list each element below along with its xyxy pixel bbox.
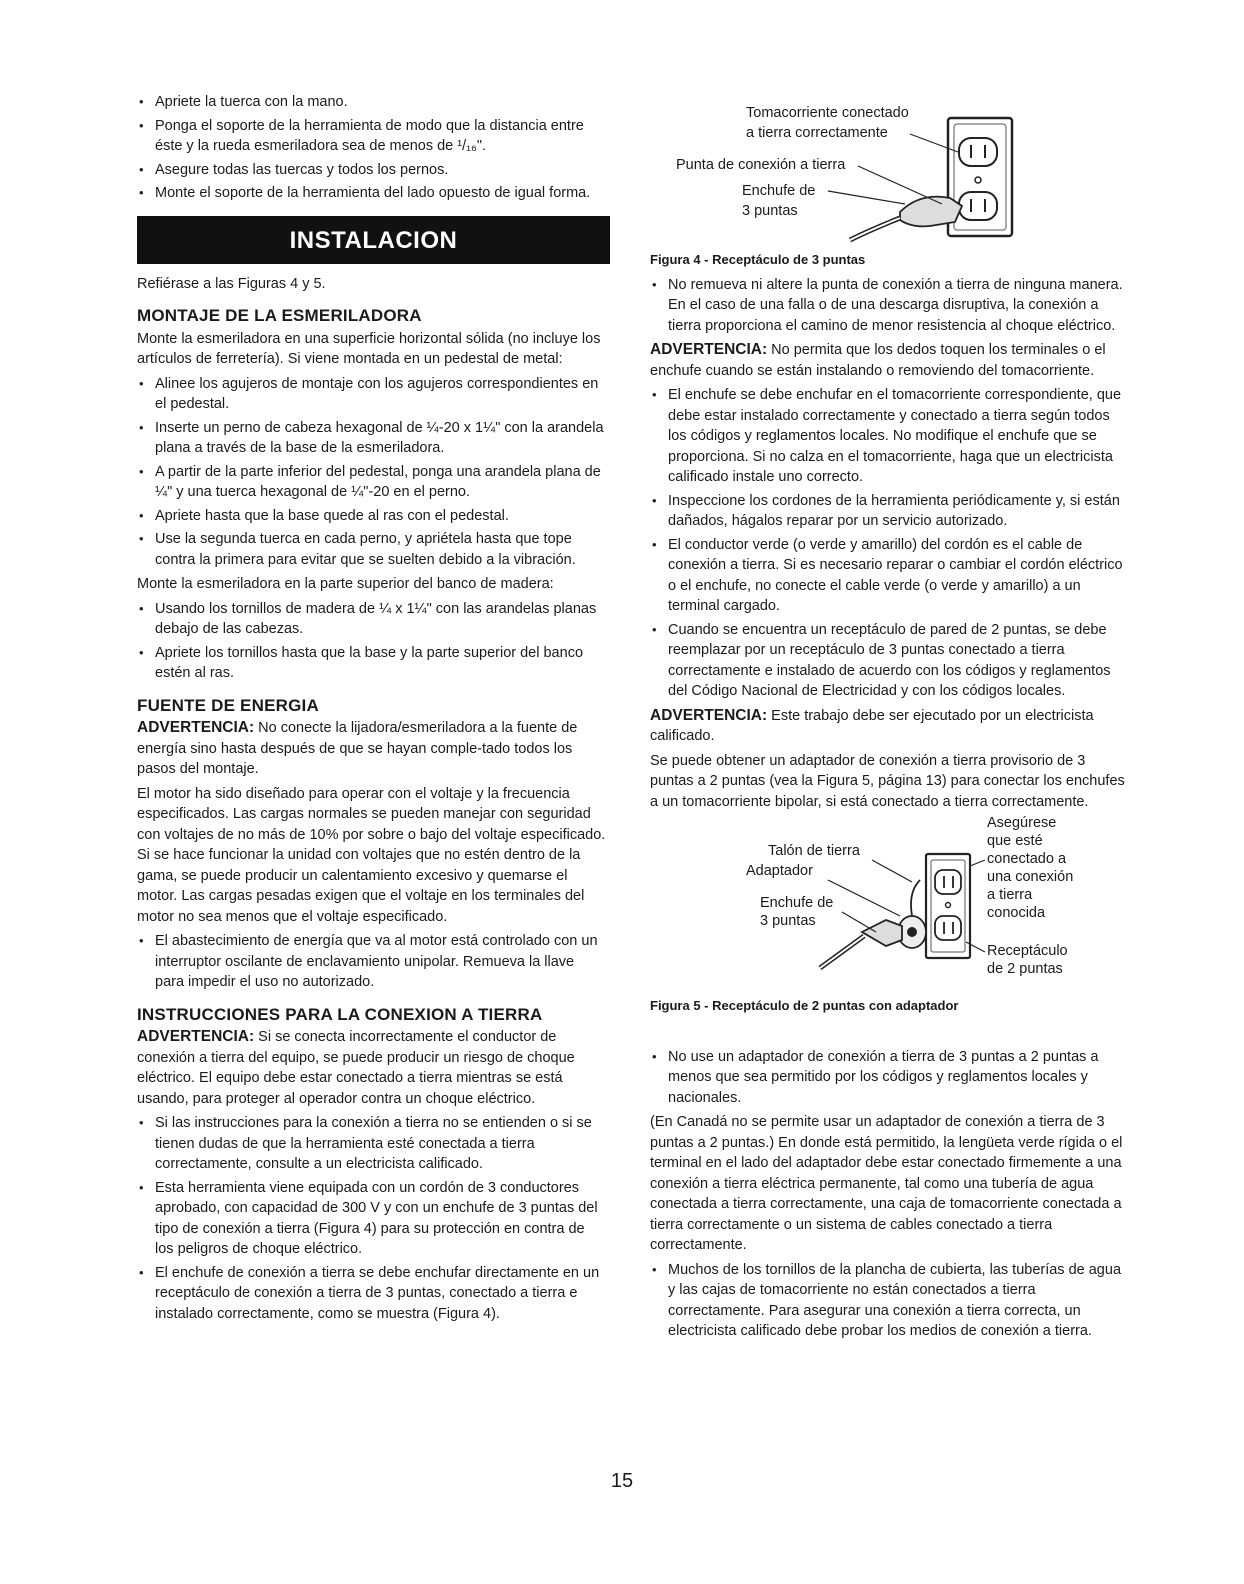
figure-5-caption: Figura 5 - Receptáculo de 2 puntas con adaptador	[650, 998, 959, 1013]
fig5-label-ensure-4: una conexión	[987, 869, 1074, 885]
right-column	[650, 80, 1125, 1346]
fig5-label-plug-2: 3 puntas	[760, 913, 816, 929]
list-item: • Alinee los agujeros de montaje con los agujeros correspondientes en el pedestal.	[137, 374, 607, 415]
list-item: • Si las instrucciones para la conexión a tierra no se entienden o si se tienen dudas de que la herramienta esté conectada a tierra correctamente, consulte a un electricista calificado.	[137, 1113, 607, 1175]
list-item: • Monte el soporte de la herramienta del lado opuesto de igual forma.	[137, 183, 607, 204]
list-item: • El enchufe se debe enchufar en el tomacorriente correspondiente, que debe estar instalado correctamente y conectado a tierra según todos los códigos y reglamentos locales. No modifique el enchufe que se proporciona. Si no calza en el tomacorriente, haga que un electricista calificado instale uno correcto.	[650, 385, 1125, 488]
warning-text: No conecte la lijadora/esmeriladora a la fuente de energía sino hasta después de que se hayan comple-tado todos los pasos del montaje.	[137, 720, 578, 777]
fig4-label-outlet-2: a tierra correctamente	[746, 125, 888, 141]
fig4-label-outlet: Tomacorriente conectado	[746, 105, 909, 121]
fig5-label-ensure-3: conectado a	[987, 851, 1067, 867]
fig4-label-pin: Punta de conexión a tierra	[676, 157, 846, 173]
spacer	[650, 1021, 1125, 1047]
tierra-bullet-list	[137, 1113, 607, 1324]
fig5-label-lug: Talón de tierra	[768, 843, 860, 859]
figure-4-caption: Figura 4 - Receptáculo de 3 puntas	[650, 252, 866, 267]
canada-paragraph: (En Canadá no se permite usar un adaptador de conexión a tierra de 3 puntas a 2 puntas.) En donde está permitido, la lengüeta verde rígida o el terminal en el lado del adaptador debe estar conectado firmemente a una conexión a tierra eléctrica permanente, tal como una tubería de agua conectada a tierra correctamente, una caja de tomacorriente conectada a tierra correctamente o un sistema de cables conectado a tierra correctamente.	[650, 1114, 1123, 1253]
warning-text: Este trabajo debe ser ejecutado por un electricista calificado.	[650, 707, 1094, 744]
montaje-heading: MONTAJE DE LA ESMERILADORA	[137, 306, 422, 325]
fig4-label-plug-2: 3 puntas	[742, 203, 798, 219]
fig4-label-plug: Enchufe de	[742, 183, 816, 199]
fuente-warning	[137, 718, 607, 780]
outlet-3-prong-icon	[650, 80, 1125, 250]
figure-4	[650, 80, 1125, 250]
top-bullet-list	[137, 92, 607, 204]
list-item: • El abastecimiento de energía que va al motor está controlado con un interruptor oscilante de enclavamiento unipolar. Remueva la llave para impedir el uso no autorizado.	[137, 931, 607, 993]
outlet-adapter-icon	[650, 816, 1125, 996]
fig5-label-receptacle: Receptáculo	[987, 943, 1068, 959]
section-banner: INSTALACION	[137, 216, 610, 264]
list-item: • Apriete los tornillos hasta que la base y la parte superior del banco estén al ras.	[137, 643, 607, 684]
fig5-label-ensure-5: a tierra	[987, 887, 1033, 903]
adapter-paragraph: Se puede obtener un adaptador de conexión a tierra provisorio de 3 puntas a 2 puntas (vea la Figura 5, página 13) para conectar los enchufes a un tomacorriente bipolar, si está conectado a tierra correctamente.	[650, 752, 1125, 810]
list-item: • Apriete hasta que la base quede al ras con el pedestal.	[137, 506, 607, 527]
tierra-warning	[137, 1027, 607, 1109]
wood-bullet-list	[137, 599, 607, 684]
montaje-bullet-list	[137, 374, 607, 571]
fuente-heading: FUENTE DE ENERGIA	[137, 695, 319, 715]
warning-label: ADVERTENCIA:	[650, 341, 768, 358]
warning-text: Si se conecta incorrectamente el conductor de conexión a tierra del equipo, se puede producir un riesgo de choque eléctrico. El equipo debe estar conectado a tierra mientras se está usando, para proteger al operador contra un choque eléctrico.	[137, 1029, 575, 1107]
right-bullet-list-1	[650, 275, 1125, 337]
list-item: • El enchufe de conexión a tierra se debe enchufar directamente en un receptáculo de conexión a tierra de 3 puntas, conectado a tierra e instalado correctamente, como se muestra (Figura 4).	[137, 1263, 607, 1325]
warning-label: ADVERTENCIA:	[137, 719, 255, 736]
warning-text: No permita que los dedos toquen los terminales o el enchufe cuando se están instalando o removiendo del tomacorriente.	[650, 342, 1106, 379]
list-item: • No use un adaptador de conexión a tierra de 3 puntas a 2 puntas a menos que sea permitido por los códigos y reglamentos locales y nacionales.	[650, 1047, 1125, 1109]
right-warning-1	[650, 340, 1125, 381]
list-item: • Inspeccione los cordones de la herramienta periódicamente y, si están dañados, hágalos reparar por un servicio autorizado.	[650, 491, 1125, 532]
page-number: 15	[610, 1470, 634, 1492]
list-item: • A partir de la parte inferior del pedestal, ponga una arandela plana de ¼" y una tuerca hexagonal de ¼"-20 en el perno.	[137, 462, 607, 503]
right-bullet-list-3	[650, 1047, 1125, 1109]
list-item: • Apriete la tuerca con la mano.	[137, 92, 607, 113]
fuente-paragraph: El motor ha sido diseñado para operar con el voltaje y la frecuencia especificados. Las cargas normales se pueden manejar con seguridad con voltajes de no más de 10% por sobre o bajo del voltaje especificado. Si se hace funcionar la unidad con voltajes que no estén dentro de la gama, se puede producir un calentamiento excesivo y quemarse el motor. Las cargas pesadas exigen que el voltaje en los terminales del motor no sea menos que el voltaje especificado.	[137, 785, 606, 925]
right-warning-2	[650, 706, 1125, 747]
warning-label: ADVERTENCIA:	[137, 1028, 255, 1045]
left-column	[137, 92, 607, 1328]
montaje-intro: Monte la esmeriladora en una superficie horizontal sólida (no incluye los artículos de ferretería). Si viene montada en un pedestal de metal:	[137, 330, 601, 367]
refer-text: Refiérase a las Figuras 4 y 5.	[137, 275, 326, 292]
fig5-label-adapter: Adaptador	[746, 863, 813, 879]
list-item: • El conductor verde (o verde y amarillo) del cordón es el cable de conexión a tierra. Si es necesario reparar o cambiar el cordón eléctrico o el enchufe, no conecte el cable verde (o verde y amarillo) a un terminal cargado.	[650, 535, 1125, 617]
fig5-label-receptacle-2: de 2 puntas	[987, 961, 1063, 977]
wood-intro: Monte la esmeriladora en la parte superior del banco de madera:	[137, 576, 554, 592]
list-item: • No remueva ni altere la punta de conexión a tierra de ninguna manera. En el caso de una falla o de una descarga disruptiva, la conexión a tierra proporciona el camino de menor resistencia al choque eléctrico.	[650, 275, 1125, 337]
list-item: • Asegure todas las tuercas y todos los pernos.	[137, 160, 607, 181]
list-item: • Cuando se encuentra un receptáculo de pared de 2 puntas, se debe reemplazar por un receptáculo de 3 puntas conectado a tierra correctamente e instalado de acuerdo con los códigos y reglamentos del Código Nacional de Electricidad y con los códigos locales.	[650, 620, 1125, 702]
right-bullet-list-4	[650, 1260, 1125, 1342]
list-item: • Muchos de los tornillos de la plancha de cubierta, las tuberías de agua y las cajas de tomacorriente no están conectados a tierra correctamente. Para asegurar una conexión a tierra correcta, un electricista calificado debe probar los medios de conexión a tierra.	[650, 1260, 1125, 1342]
right-bullet-list-2	[650, 385, 1125, 702]
list-item: • Ponga el soporte de la herramienta de modo que la distancia entre éste y la rueda esmeriladora sea de menos de ¹/₁₆".	[137, 116, 607, 157]
fig5-label-plug: Enchufe de	[760, 895, 834, 911]
list-item: • Esta herramienta viene equipada con un cordón de 3 conductores aprobado, con capacidad de 300 V y con un enchufe de 3 puntas del tipo de conexión a tierra (Figura 4) para su protección en contra de los peligros de choque eléctrico.	[137, 1178, 607, 1260]
list-item: • Inserte un perno de cabeza hexagonal de ¼-20 x 1¼" con la arandela plana a través de la base de la esmeriladora.	[137, 418, 607, 459]
fig5-label-ensure-1: Asegúrese	[987, 815, 1057, 831]
warning-label: ADVERTENCIA:	[650, 706, 768, 724]
figure-5	[650, 816, 1125, 996]
fig5-label-ensure-6: conocida	[987, 905, 1046, 921]
fig5-label-ensure-2: que esté	[987, 833, 1043, 849]
tierra-heading: INSTRUCCIONES PARA LA CONEXION A TIERRA	[137, 1004, 543, 1024]
fuente-bullet-list	[137, 931, 607, 993]
list-item: • Usando los tornillos de madera de ¼ x 1¼" con las arandelas planas debajo de las cabezas.	[137, 599, 607, 640]
list-item: • Use la segunda tuerca en cada perno, y apriétela hasta que tope contra la primera para evitar que se suelten debido a la vibración.	[137, 529, 607, 570]
